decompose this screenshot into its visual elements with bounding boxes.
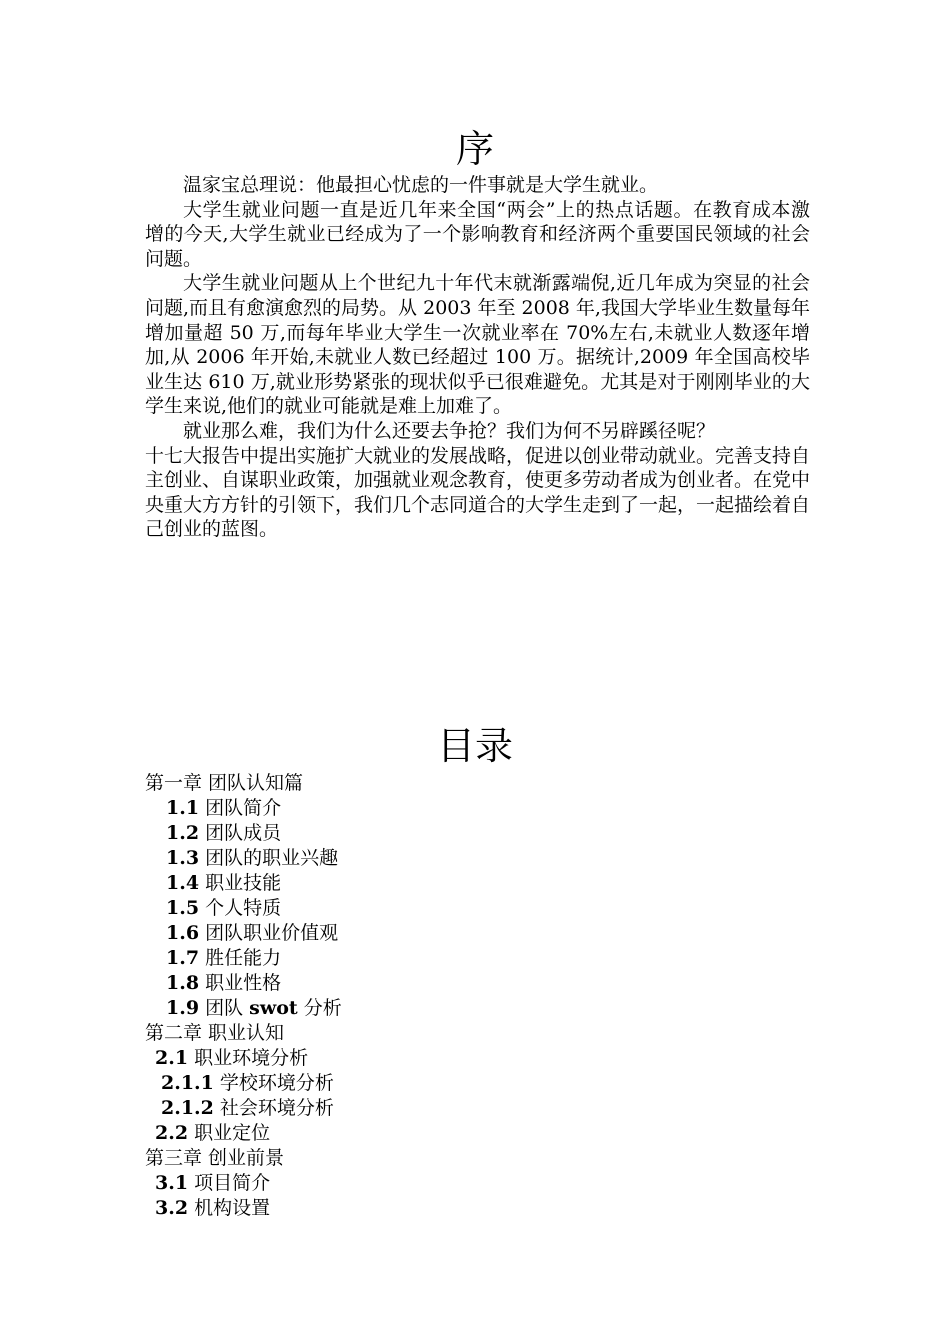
toc-title: 目录 (436, 724, 513, 768)
toc-item-label: 胜任能力 (199, 947, 282, 969)
toc-item (145, 921, 645, 946)
toc-item (145, 1071, 645, 1096)
toc-item (145, 896, 645, 921)
toc-item (145, 946, 645, 971)
toc-item-number: 1.7 (166, 947, 200, 969)
toc-item (145, 1196, 645, 1221)
toc-item (145, 1046, 645, 1071)
toc-item-number: 1.9 (166, 997, 200, 1019)
toc-item (145, 821, 645, 846)
toc-item-number: 1.3 (166, 847, 200, 869)
toc-item-label: 职业环境分析 (188, 1047, 309, 1069)
toc-item (145, 1121, 645, 1146)
toc-item (145, 871, 645, 896)
toc-item-number: 2.1.2 (161, 1097, 214, 1119)
toc-item (145, 796, 645, 821)
toc-item-label-tail: 分析 (297, 997, 342, 1019)
table-of-contents (145, 771, 645, 1221)
toc-item-number: 3.1 (155, 1172, 189, 1194)
toc-item-label: 第三章 创业前景 (145, 1147, 285, 1169)
toc-item-label: 职业定位 (188, 1122, 271, 1144)
toc-item (145, 971, 645, 996)
toc-item-number: 3.2 (155, 1197, 189, 1219)
toc-item-number: 1.2 (166, 822, 200, 844)
toc-item-label: 机构设置 (188, 1197, 271, 1219)
toc-item-label: 团队 (199, 997, 250, 1019)
toc-item-number: 2.2 (155, 1122, 189, 1144)
toc-item-label: 第一章 团队认知篇 (145, 772, 304, 794)
toc-item-label: 职业性格 (199, 972, 282, 994)
toc-item (145, 1146, 645, 1171)
toc-item (145, 1096, 645, 1121)
toc-item-label: 团队的职业兴趣 (199, 847, 339, 869)
toc-item-number: 2.1 (155, 1047, 189, 1069)
toc-item (145, 846, 645, 871)
toc-item-label: 团队职业价值观 (199, 922, 339, 944)
toc-item (145, 1021, 645, 1046)
toc-item-number: 1.5 (166, 897, 200, 919)
toc-item-number: 1.6 (166, 922, 200, 944)
toc-item-label: 职业技能 (199, 872, 282, 894)
toc-item (145, 996, 645, 1021)
toc-item-label: 团队成员 (199, 822, 282, 844)
preface-paragraph-1: 温家宝总理说：他最担心忧虑的一件事就是大学生就业。 (183, 174, 659, 196)
toc-item-number: 2.1.1 (161, 1072, 214, 1094)
toc-item-label: 第二章 职业认知 (145, 1022, 285, 1044)
toc-item-number: 1.8 (166, 972, 200, 994)
preface-paragraph-2: 大学生就业问题一直是近几年来全国“两会”上的热点话题。在教育成本激增的今天,大学生就业已经成为了一个影响教育和经济两个重要国民领域的社会问题。 (145, 198, 810, 270)
toc-item (145, 1171, 645, 1196)
preface-paragraph-4: 就业那么难，我们为什么还要去争抢？我们为何不另辟蹊径呢？ (183, 419, 716, 442)
toc-item-label: 社会环境分析 (213, 1097, 334, 1119)
toc-item-label: 团队简介 (199, 797, 282, 819)
preface-paragraph-3: 大学生就业问题从上个世纪九十年代末就渐露端倪,近几年成为突显的社会问题,而且有愈演愈烈的局势。从 2003 年至 2008 年,我国大学毕业生数量每年增加量超 50 万,而每年毕业大学生一次就业率在 70%左右,未就业人数逐年增加,从 2006 年开始,未就业人数已经超过 100 万。据统计,2009 年全国高校毕业生达 610 万,就业形势紧张的现状似乎已很难避免。尤其是对于刚刚毕业的大学生来说,他们的就业可能就是难上加难了。 (145, 272, 810, 418)
toc-item-label: 项目简介 (188, 1172, 271, 1194)
toc-item-number: 1.4 (166, 872, 200, 894)
toc-item-number: 1.1 (166, 797, 200, 819)
toc-item-label: 个人特质 (199, 897, 282, 919)
preface-title: 序 (455, 127, 494, 171)
preface-paragraph-5: 十七大报告中提出实施扩大就业的发展战略，促进以创业带动就业。完善支持自主创业、自谋职业政策，加强就业观念教育，使更多劳动者成为创业者。在党中央重大方方针的引领下，我们几个志同道合的大学生走到了一起，一起描绘着自己创业的蓝图。 (145, 444, 811, 541)
toc-item (145, 771, 645, 796)
preface-body (145, 173, 810, 542)
toc-item-label-extra: swot (249, 997, 298, 1019)
toc-item-label: 学校环境分析 (213, 1072, 334, 1094)
